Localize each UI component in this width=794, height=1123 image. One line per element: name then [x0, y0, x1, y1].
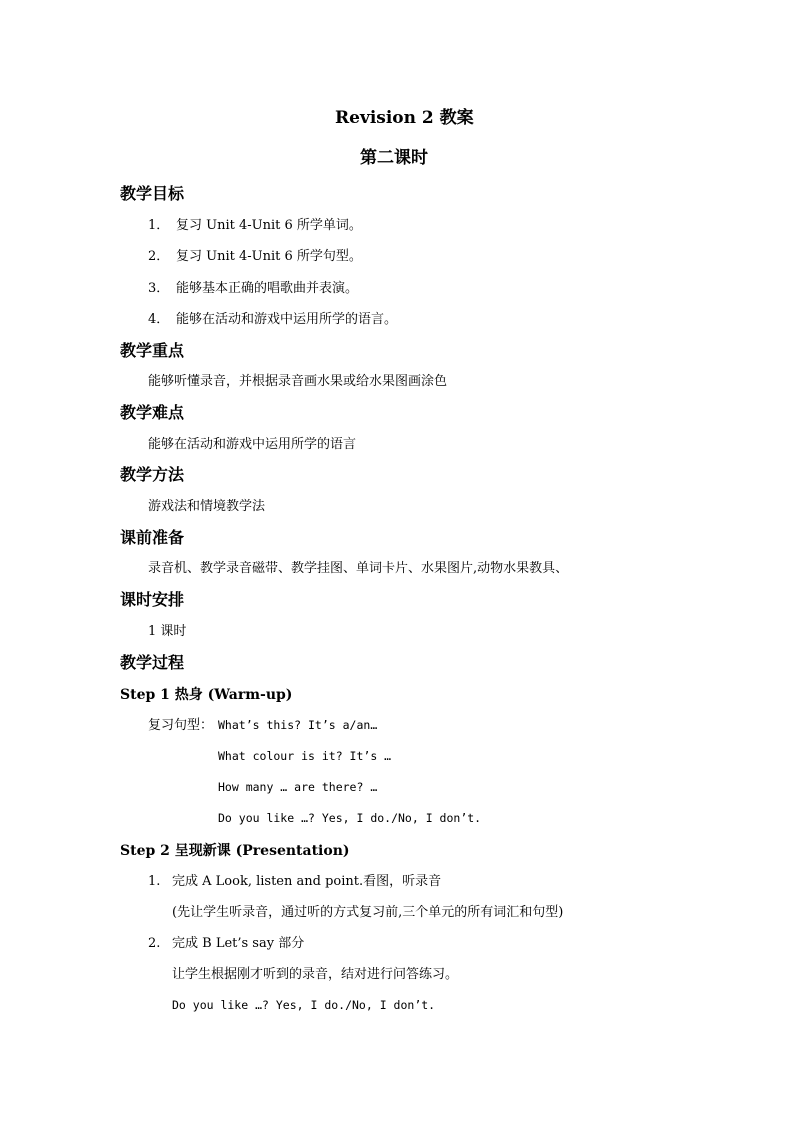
step2-item1-num: 1.: [148, 874, 161, 889]
objective-text-2: 复习 Unit 4-Unit 6 所学句型。: [176, 249, 362, 264]
step2-item2-num: 2.: [148, 936, 161, 951]
objective-text-4: 能够在活动和游戏中运用所学的语言。: [176, 312, 398, 327]
objectives-heading: 教学目标: [120, 184, 185, 203]
key-points-text: 能够听懂录音，并根据录音画水果或给水果图画涂色: [148, 374, 448, 389]
preparation-heading: 课前准备: [120, 528, 185, 547]
step1-line-2: What colour is it? It’s …: [218, 749, 392, 763]
objective-text-1: 复习 Unit 4-Unit 6 所学单词。: [176, 218, 362, 233]
objective-num-4: 4．: [148, 312, 170, 327]
page-subtitle: 第二课时: [360, 148, 428, 168]
difficulties-text: 能够在活动和游戏中运用所学的语言: [148, 437, 357, 452]
objective-num-3: 3．: [148, 281, 170, 296]
difficulties-heading: 教学难点: [120, 403, 185, 422]
schedule-text: 1 课时: [148, 624, 187, 639]
step1-line-3: How many … are there? …: [218, 780, 378, 794]
step2-title: Step 2 呈现新课 (Presentation): [120, 843, 350, 859]
step2-item2-example: Do you like …? Yes, I do./No, I don’t.: [172, 998, 436, 1012]
methods-text: 游戏法和情境教学法: [148, 499, 266, 514]
objective-text-3: 能够基本正确的唱歌曲并表演。: [176, 281, 359, 296]
step1-line-1: What’s this? It’s a/an…: [218, 718, 378, 732]
step1-label: 复习句型：: [148, 718, 214, 733]
step2-item2-note: 让学生根据刚才听到的录音，结对进行问答练习。: [172, 967, 459, 982]
step2-item1-note: (先让学生听录音，通过听的方式复习前,三个单元的所有词汇和句型): [172, 905, 564, 920]
preparation-text: 录音机、教学录音磁带、教学挂图、单词卡片、水果图片,动物水果教具、: [148, 561, 569, 576]
step1-title: Step 1 热身 (Warm-up): [120, 687, 293, 703]
step1-line-4: Do you like …? Yes, I do./No, I don’t.: [218, 811, 482, 825]
methods-heading: 教学方法: [120, 465, 185, 484]
objective-num-2: 2．: [148, 249, 170, 264]
key-points-heading: 教学重点: [120, 341, 185, 360]
process-heading: 教学过程: [120, 653, 185, 672]
schedule-heading: 课时安排: [120, 590, 185, 609]
step2-item2-text: 完成 B Let’s say 部分: [172, 936, 305, 951]
step2-item1-text: 完成 A Look, listen and point.看图，听录音: [172, 874, 442, 889]
page-title: Revision 2 教案: [335, 108, 474, 128]
objective-num-1: 1．: [148, 218, 170, 233]
